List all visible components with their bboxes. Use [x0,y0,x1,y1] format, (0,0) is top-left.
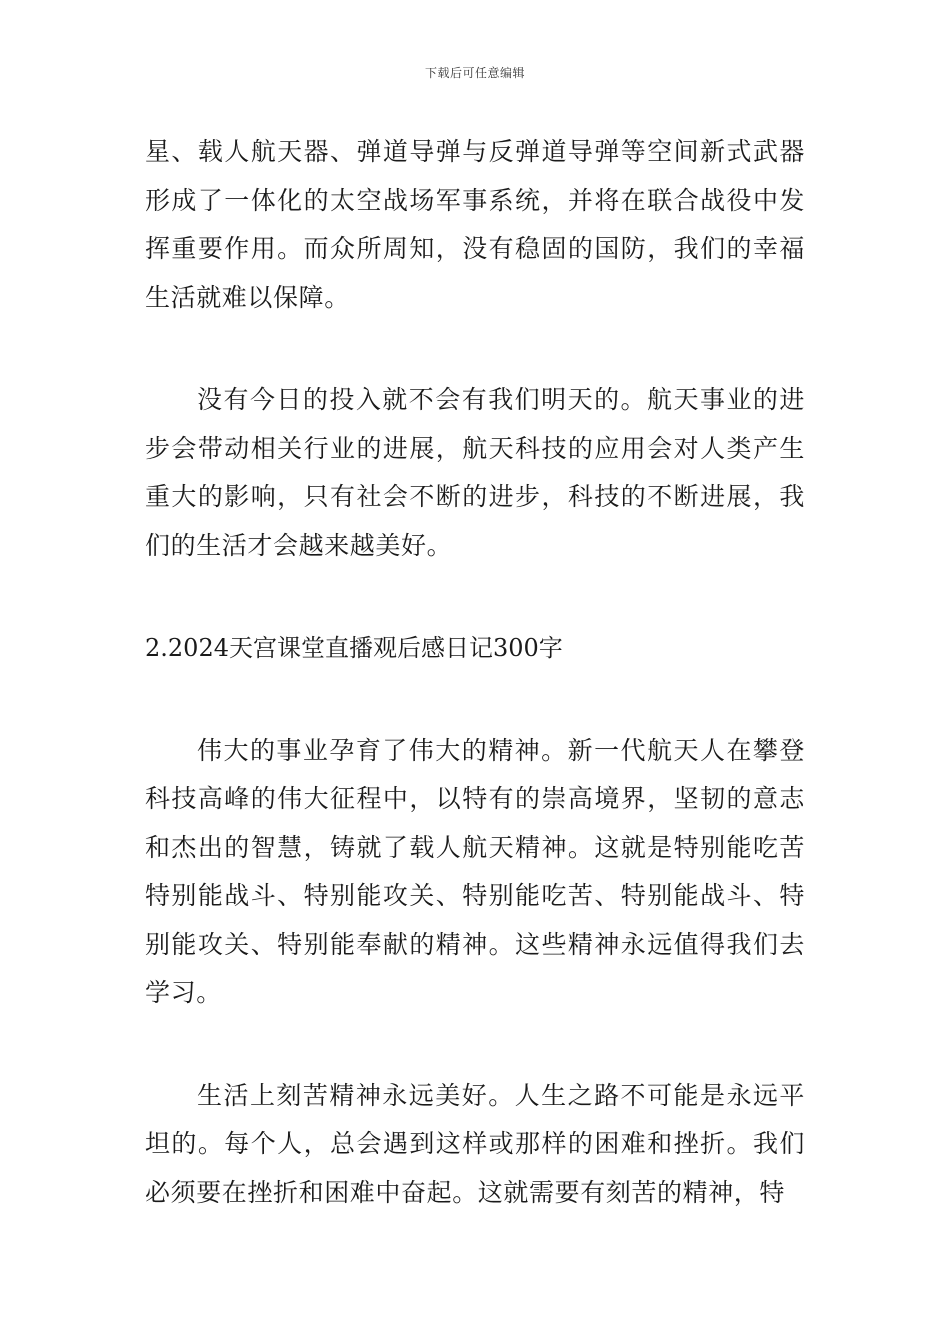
paragraph-3: 伟大的事业孕育了伟大的精神。新一代航天人在攀登科技高峰的伟大征程中，以特有的崇高境界，坚韧的意志和杰出的智慧，铸就了载人航天精神。这就是特别能吃苦特别能战斗、特别能攻关、特别能吃苦、特别能战斗、特别能攻关、特别能奉献的精神。这些精神永远值得我们去学习。 [145,735,805,1007]
paragraph-1: 星、载人航天器、弹道导弹与反弹道导弹等空间新式武器形成了一体化的太空战场军事系统，并将在联合战役中发挥重要作用。而众所周知，没有稳固的国防，我们的幸福生活就难以保障。 [145,137,805,312]
paragraph-gap [145,673,805,727]
paragraph-gap [145,570,805,624]
paragraph-gap [145,1018,805,1072]
section-heading: 2.2024天宫课堂直播观后感日记300字 [145,634,563,662]
page-header-note: 下载后可任意编辑 [424,66,525,80]
paragraph-2: 没有今日的投入就不会有我们明天的。航天事业的进步会带动相关行业的进展，航天科技的应用会对人类产生重大的影响，只有社会不断的进步，科技的不断进展，我们的生活才会越来越美好。 [145,385,805,560]
paragraph-4: 生活上刻苦精神永远美好。人生之路不可能是永远平坦的。每个人，总会遇到这样或那样的困难和挫折。我们必须要在挫折和困难中奋起。这就需要有刻苦的精神，特 [145,1080,805,1207]
document-body [145,128,805,1217]
paragraph-gap [145,322,805,376]
